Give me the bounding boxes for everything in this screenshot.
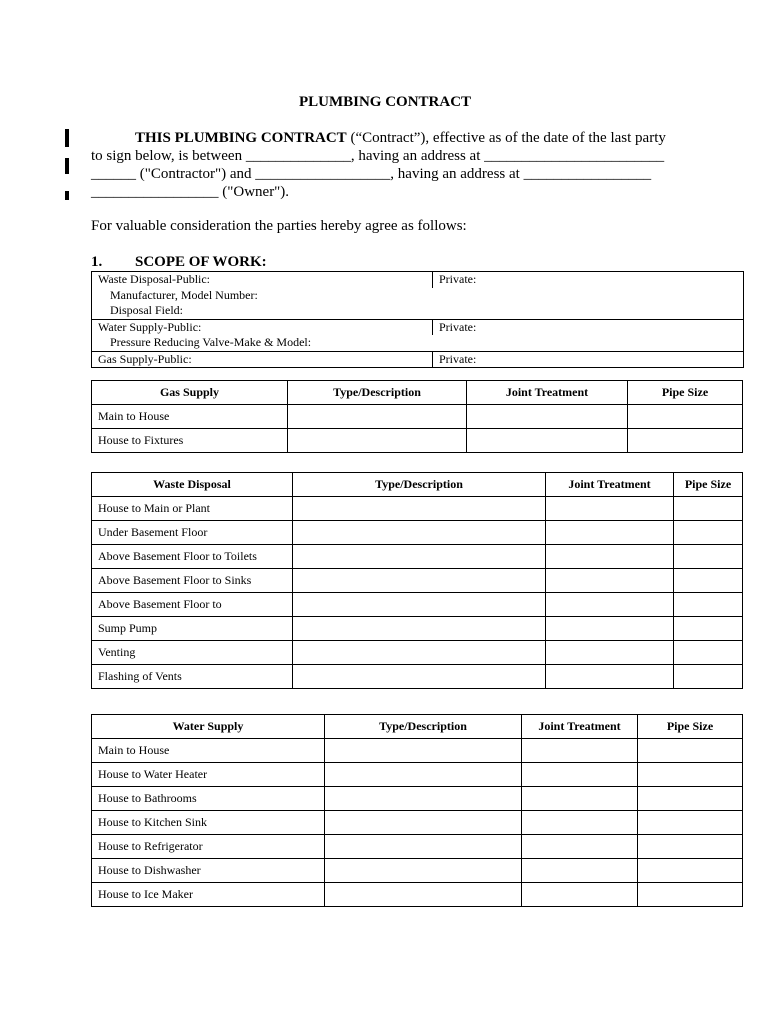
blank-entry-cell[interactable] [522, 859, 638, 883]
column-header: Water Supply [92, 715, 325, 739]
row-label: House to Bathrooms [92, 787, 325, 811]
revision-bar-2 [65, 158, 69, 174]
table-row [92, 429, 743, 453]
row-label: House to Refrigerator [92, 835, 325, 859]
blank-entry-cell[interactable] [546, 641, 674, 665]
blank-entry-cell[interactable] [674, 497, 743, 521]
row-label: House to Water Heater [92, 763, 325, 787]
blank-entry-cell[interactable] [522, 883, 638, 907]
blank-entry-cell[interactable] [628, 405, 743, 429]
column-header: Gas Supply [92, 381, 288, 405]
row-label: Main to House [92, 405, 288, 429]
table-header-row [92, 473, 743, 497]
scope-of-work-box [91, 271, 744, 368]
blank-entry-cell[interactable] [638, 859, 743, 883]
scope-row [92, 335, 743, 351]
column-header: Type/Description [325, 715, 522, 739]
blank-entry-cell[interactable] [325, 787, 522, 811]
section-title: SCOPE OF WORK: [135, 254, 267, 270]
column-header: Pipe Size [628, 381, 743, 405]
scope-sub-label: Manufacturer, Model Number: [110, 287, 258, 302]
intro-paragraph [91, 129, 691, 201]
table-row [92, 859, 743, 883]
blank-entry-cell[interactable] [546, 497, 674, 521]
blank-entry-cell[interactable] [325, 883, 522, 907]
blank-entry-cell[interactable] [674, 545, 743, 569]
blank-entry-cell[interactable] [638, 883, 743, 907]
row-label: House to Main or Plant [92, 497, 293, 521]
blank-entry-cell[interactable] [522, 739, 638, 763]
scope-sub-label: Disposal Field: [110, 303, 184, 317]
table-row [92, 835, 743, 859]
column-header: Type/Description [293, 473, 546, 497]
document-title: PLUMBING CONTRACT [298, 94, 472, 110]
scope-row [92, 272, 743, 288]
table-row [92, 593, 743, 617]
scope-private-label: Private: [432, 352, 743, 368]
intro-line: ______ ("Contractor") and __________________, having an address at _________________ [91, 166, 652, 182]
blank-entry-cell[interactable] [546, 569, 674, 593]
table-row [92, 739, 743, 763]
row-label: Sump Pump [92, 617, 293, 641]
column-header: Joint Treatment [467, 381, 628, 405]
blank-entry-cell[interactable] [546, 545, 674, 569]
blank-entry-cell[interactable] [293, 641, 546, 665]
table-row [92, 763, 743, 787]
section-heading [91, 254, 267, 271]
intro-line-rest: (“Contract”), effective as of the date of the last party [346, 130, 666, 146]
column-header: Pipe Size [674, 473, 743, 497]
table-row [92, 811, 743, 835]
blank-entry-cell[interactable] [522, 835, 638, 859]
table-row [92, 665, 743, 689]
column-header: Joint Treatment [546, 473, 674, 497]
row-label: Main to House [92, 739, 325, 763]
row-label: Venting [92, 641, 293, 665]
table-header-row [92, 715, 743, 739]
scope-row [92, 303, 743, 319]
table-row [92, 405, 743, 429]
blank-entry-cell[interactable] [293, 497, 546, 521]
revision-bar-3 [65, 191, 69, 200]
blank-entry-cell[interactable] [546, 593, 674, 617]
table-row [92, 569, 743, 593]
blank-entry-cell[interactable] [325, 859, 522, 883]
scope-row [92, 288, 743, 304]
waste-disposal-table [91, 472, 743, 689]
blank-entry-cell[interactable] [293, 545, 546, 569]
scope-label: Water Supply-Public: [98, 319, 202, 334]
blank-entry-cell[interactable] [628, 429, 743, 453]
blank-entry-cell[interactable] [467, 405, 628, 429]
row-label: Above Basement Floor to [92, 593, 293, 617]
intro-line: to sign below, is between ______________, having an address at ________________________ [91, 148, 665, 164]
row-label: House to Fixtures [92, 429, 288, 453]
row-label: Under Basement Floor [92, 521, 293, 545]
blank-entry-cell[interactable] [546, 665, 674, 689]
table-row [92, 787, 743, 811]
blank-entry-cell[interactable] [638, 787, 743, 811]
row-label: House to Kitchen Sink [92, 811, 325, 835]
blank-entry-cell[interactable] [325, 811, 522, 835]
blank-entry-cell[interactable] [467, 429, 628, 453]
blank-entry-cell[interactable] [293, 521, 546, 545]
scope-row [92, 319, 743, 336]
blank-entry-cell[interactable] [638, 835, 743, 859]
blank-entry-cell[interactable] [293, 593, 546, 617]
column-header: Waste Disposal [92, 473, 293, 497]
scope-label: Gas Supply-Public: [98, 351, 192, 366]
table-row [92, 521, 743, 545]
table-row [92, 545, 743, 569]
table-row [92, 497, 743, 521]
blank-entry-cell[interactable] [325, 763, 522, 787]
column-header: Joint Treatment [522, 715, 638, 739]
scope-private-label: Private: [432, 320, 743, 336]
blank-entry-cell[interactable] [288, 429, 467, 453]
blank-entry-cell[interactable] [522, 811, 638, 835]
blank-entry-cell[interactable] [293, 569, 546, 593]
row-label: Above Basement Floor to Toilets [92, 545, 293, 569]
blank-entry-cell[interactable] [325, 835, 522, 859]
blank-entry-cell[interactable] [638, 811, 743, 835]
blank-entry-cell[interactable] [674, 665, 743, 689]
blank-entry-cell[interactable] [674, 521, 743, 545]
blank-entry-cell[interactable] [325, 739, 522, 763]
column-header: Pipe Size [638, 715, 743, 739]
blank-entry-cell[interactable] [288, 405, 467, 429]
intro-line: _________________ ("Owner"). [91, 184, 290, 200]
row-label: House to Dishwasher [92, 859, 325, 883]
row-label: Above Basement Floor to Sinks [92, 569, 293, 593]
row-label: House to Ice Maker [92, 883, 325, 907]
blank-entry-cell[interactable] [674, 617, 743, 641]
water-supply-table [91, 714, 743, 907]
blank-entry-cell[interactable] [522, 787, 638, 811]
table-header-row [92, 381, 743, 405]
blank-entry-cell[interactable] [674, 569, 743, 593]
blank-entry-cell[interactable] [638, 739, 743, 763]
blank-entry-cell[interactable] [293, 665, 546, 689]
blank-entry-cell[interactable] [546, 521, 674, 545]
row-label: Flashing of Vents [92, 665, 293, 689]
blank-entry-cell[interactable] [674, 641, 743, 665]
blank-entry-cell[interactable] [546, 617, 674, 641]
scope-private-label: Private: [432, 272, 743, 288]
scope-label: Waste Disposal-Public: [98, 272, 211, 286]
column-header: Type/Description [288, 381, 467, 405]
gas-supply-table [91, 380, 743, 453]
blank-entry-cell[interactable] [638, 763, 743, 787]
blank-entry-cell[interactable] [293, 617, 546, 641]
scope-sub-label: Pressure Reducing Valve-Make & Model: [110, 335, 312, 349]
scope-row [92, 351, 743, 368]
intro-bold-lead: THIS PLUMBING CONTRACT [135, 130, 347, 146]
blank-entry-cell[interactable] [522, 763, 638, 787]
blank-entry-cell[interactable] [674, 593, 743, 617]
section-number: 1. [91, 254, 103, 270]
intro-line [91, 129, 691, 147]
consideration-text: For valuable consideration the parties hereby agree as follows: [91, 218, 467, 234]
table-row [92, 617, 743, 641]
revision-bar-1 [65, 129, 69, 147]
table-row [92, 883, 743, 907]
table-row [92, 641, 743, 665]
